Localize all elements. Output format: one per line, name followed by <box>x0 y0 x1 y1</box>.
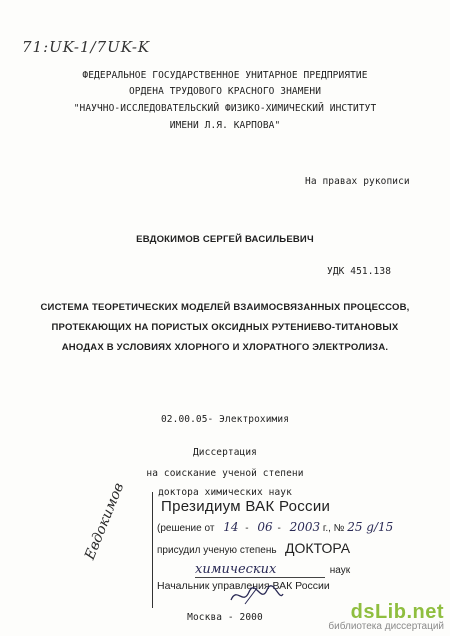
stamp-decision-number-prefix: г., № <box>322 523 345 534</box>
specialty-code: 02.00.05- Электрохимия <box>160 414 290 425</box>
dissertation-label: Диссертация <box>192 447 257 458</box>
dslib-logo: dsLib.net <box>350 601 444 623</box>
stamp-field-suffix: наук <box>329 565 351 576</box>
org-line-2: ОРДЕНА ТРУДОВОГО КРАСНОГО ЗНАМЕНИ <box>128 86 322 97</box>
stamp-decision-year: 2003 <box>289 520 321 534</box>
manuscript-rights-note: На правах рукописи <box>305 176 410 187</box>
stamp-date-dash-2: - <box>277 523 281 534</box>
dslib-subtitle: библиотека диссертаций <box>328 621 444 632</box>
vak-stamp <box>152 492 394 608</box>
city-year: Москва - 2000 <box>187 612 263 623</box>
udc-code: УДК 451.138 <box>327 266 392 277</box>
stamp-date-dash-1: - <box>245 523 249 534</box>
degree-field-line: доктора химических наук <box>158 487 292 498</box>
stamp-title: Президиум ВАК России <box>161 498 331 515</box>
side-handwritten-signature: Евдокимов <box>82 480 128 562</box>
stamp-decision-month: 06 <box>257 520 273 534</box>
stamp-head-line: Начальник управления ВАК России <box>157 580 330 592</box>
degree-pursuit-line: на соискание ученой степени <box>146 468 304 479</box>
stamp-degree: ДОКТОРА <box>285 540 351 556</box>
dslib-watermark <box>328 601 444 632</box>
title-line-2: ПРОТЕКАЮЩИХ НА ПОРИСТЫХ ОКСИДНЫХ РУТЕНИЕВО-ТИТАНОВЫХ <box>51 322 399 333</box>
author-name: ЕВДОКИМОВ СЕРГЕЙ ВАСИЛЬЕВИЧ <box>136 234 314 245</box>
stamp-decision-line <box>157 520 393 534</box>
org-line-1: ФЕДЕРАЛЬНОЕ ГОСУДАРСТВЕННОЕ УНИТАРНОЕ ПРЕДПРИЯТИЕ <box>82 70 368 81</box>
org-line-3: "НАУЧНО-ИССЛЕДОВАТЕЛЬСКИЙ ФИЗИКО-ХИМИЧЕСКИЙ ИНСТИТУТ <box>73 103 377 114</box>
stamp-field-line <box>157 562 350 578</box>
org-line-4: ИМЕНИ Л.Я. КАРПОВА" <box>169 120 281 131</box>
title-line-3: АНОДАХ В УСЛОВИЯХ ХЛОРНОГО И ХЛОРАТНОГО ЭЛЕКТРОЛИЗА. <box>61 342 389 353</box>
stamp-decision-number: 25 g/15 <box>347 520 394 534</box>
stamp-decision-prefix: (решение от <box>157 523 215 534</box>
stamp-field-handwritten: химических <box>195 562 325 578</box>
title-line-1: СИСТЕМА ТЕОРЕТИЧЕСКИХ МОДЕЛЕЙ ВЗАИМОСВЯЗАННЫХ ПРОЦЕССОВ, <box>40 302 410 313</box>
stamp-decision-day: 14 <box>223 520 239 534</box>
stamp-awarded-line <box>157 540 350 558</box>
stamp-signature-scribble <box>227 584 287 608</box>
handwritten-catalog-code: 71:UK-1/7UK-K <box>22 38 151 56</box>
stamp-awarded-text: присудил ученую степень <box>157 545 277 556</box>
